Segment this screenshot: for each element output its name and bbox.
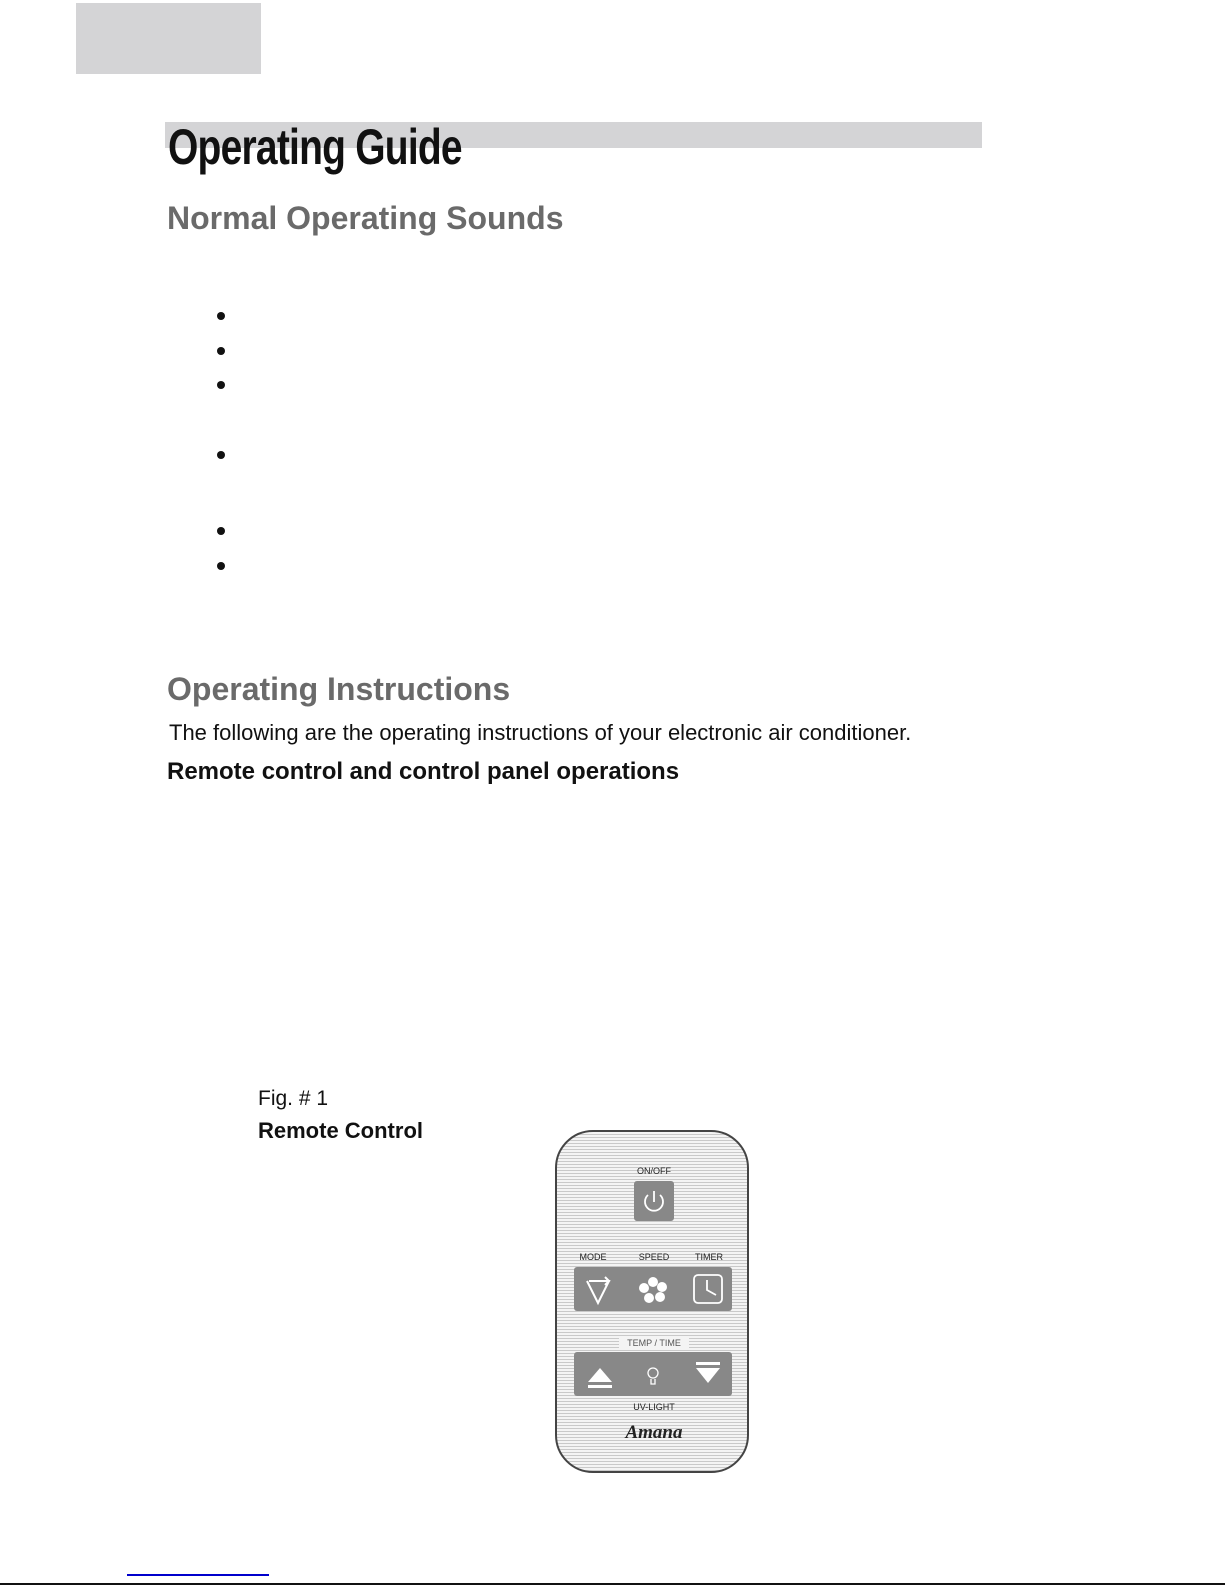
on-off-label: ON/OFF	[637, 1166, 671, 1176]
mode-icon	[587, 1277, 609, 1303]
remote-control-illustration	[555, 1130, 749, 1473]
uv-light-label: UV-LIGHT	[633, 1402, 675, 1412]
bullet	[217, 527, 225, 535]
speed-label: SPEED	[638, 1252, 670, 1262]
figure-number: Fig. # 1	[258, 1087, 329, 1110]
subheading: Remote control and control panel operations	[167, 758, 680, 785]
fan-icon	[639, 1277, 667, 1303]
brand-logo: Amana	[625, 1422, 683, 1443]
timer-label: TIMER	[695, 1252, 723, 1262]
section-heading-sounds: Normal Operating Sounds	[167, 200, 564, 236]
temp-down-icon	[696, 1362, 720, 1383]
bullet	[217, 451, 225, 459]
bullet	[217, 562, 225, 570]
bullet	[217, 347, 225, 355]
intro-paragraph: The following are the operating instructions of your electronic air conditioner.	[169, 720, 912, 745]
link-underline	[127, 1574, 269, 1576]
figure-caption: Remote Control	[258, 1118, 423, 1143]
bulb-icon	[648, 1368, 658, 1384]
temp-up-icon	[588, 1368, 612, 1388]
clock-icon	[694, 1275, 722, 1303]
power-icon	[634, 1181, 674, 1221]
mode-label: MODE	[579, 1252, 607, 1262]
mode-speed-timer-pad	[574, 1267, 732, 1311]
bullet	[217, 381, 225, 389]
page-title: Operating Guide	[168, 119, 462, 175]
bullet	[217, 312, 225, 320]
power-button	[634, 1181, 674, 1221]
section-heading-instructions: Operating Instructions	[167, 671, 511, 707]
temp-uv-pad	[574, 1352, 732, 1396]
temp-time-label: TEMP / TIME	[619, 1338, 689, 1348]
corner-tab-decoration	[76, 3, 261, 74]
